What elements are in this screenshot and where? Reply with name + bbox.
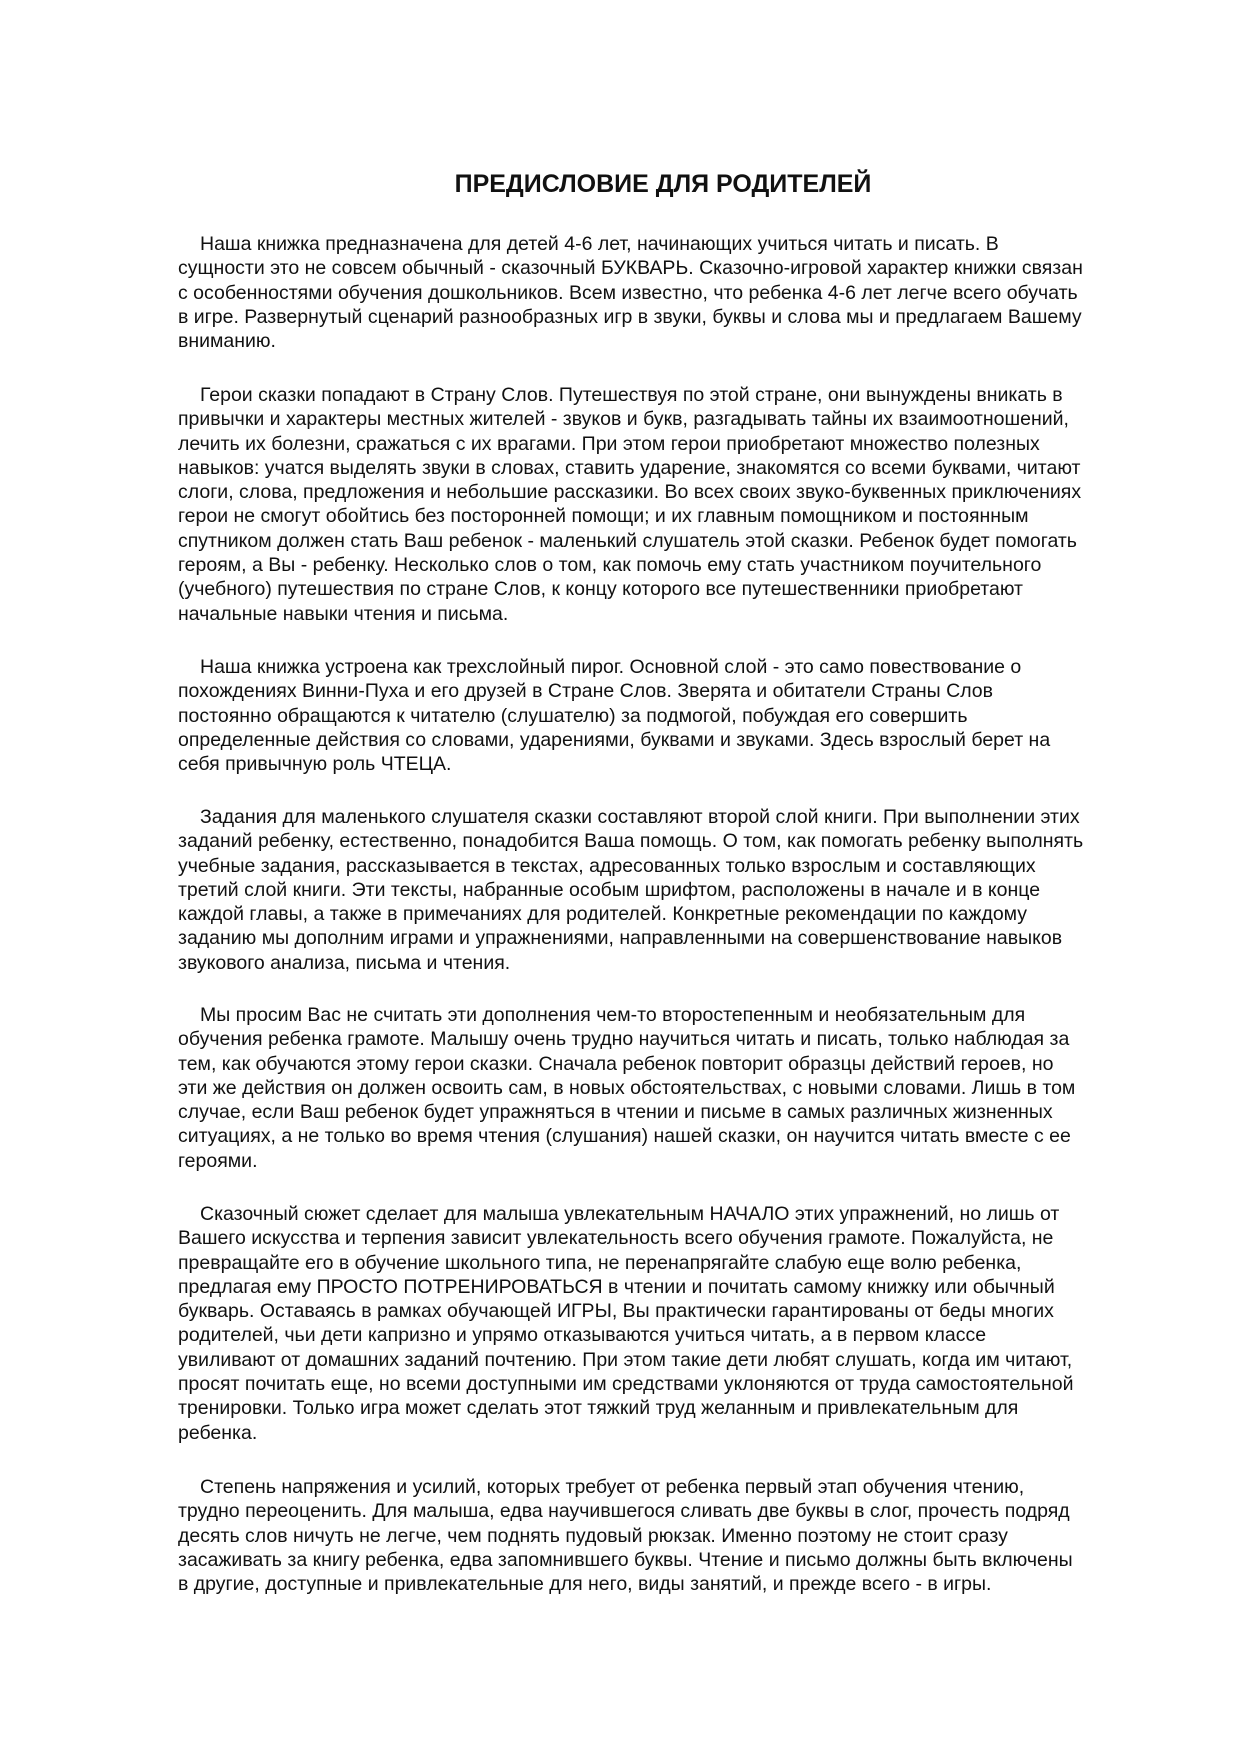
text-line: десять слов ничуть не легче, чем поднять пудовый рюкзак. Именно поэтому не стоит сразу [178, 1524, 1008, 1547]
text-line: Сказочный сюжет сделает для малыша увлекательным НАЧАЛО этих упражнений, но лишь от [200, 1203, 1060, 1225]
paragraph-2 [178, 383, 1178, 626]
text-line: заданий ребенку, естественно, понадобится Ваша помощь. О том, как помогать ребенку выполнять [178, 830, 1084, 853]
text-line: с особенностями обучения дошкольников. Всем известно, что ребенка 4-6 лет легче всего обучать [178, 281, 1078, 304]
text-line: привычки и характеры местных жителей - звуков и букв, разгадывать тайны их взаимоотношений, [178, 408, 1069, 431]
paragraph-4 [178, 805, 1178, 975]
page-title: ПРЕДИСЛОВИЕ ДЛЯ РОДИТЕЛЕЙ [454, 170, 872, 198]
text-line: слоги, слова, предложения и небольшие рассказики. Во всех своих звуко-буквенных приключениях [178, 481, 1082, 504]
text-line: начальные навыки чтения и письма. [178, 602, 509, 625]
paragraph-5 [178, 1003, 1178, 1173]
text-line: в другие, доступные и привлекательные для него, виды занятий, и прежде всего - в игры. [178, 1573, 992, 1596]
text-line: третий слой книги. Эти тексты, набранные особым шрифтом, расположены в начале и в конце [178, 878, 1041, 901]
text-line: похождениях Винни-Пуха и его друзей в Стране Слов. Зверята и обитатели Страны Слов [178, 680, 994, 703]
text-line: эти же действия он должен освоить сам, в новых обстоятельствах, с новыми словами. Лишь в том [178, 1076, 1076, 1099]
text-line: заданию мы дополним играми и упражнениями, направленными на совершенствование навыков [178, 927, 1063, 950]
text-line: ситуациях, а не только во время чтения (слушания) нашей сказки, он научится читать вместе с ее [178, 1125, 1071, 1148]
paragraph-3 [178, 655, 1178, 776]
text-line: лечить их болезни, сражаться с их врагами. При этом герои приобретают множество полезных [178, 432, 1040, 455]
text-line: навыков: учатся выделять звуки в словах, ставить ударение, знакомятся со всеми буквами, читают [178, 456, 1081, 479]
text-line: Мы просим Вас не считать эти дополнения чем-то второстепенным и необязательным для [200, 1004, 1026, 1026]
text-line: каждой главы, а также в примечаниях для родителей. Конкретные рекомендации по каждому [178, 903, 1028, 926]
text-line: звукового анализа, письма и чтения. [178, 951, 511, 974]
text-line: героям, а Вы - ребенку. Несколько слов о том, как помочь ему стать участником поучительного [178, 554, 1042, 577]
text-line: обучения ребенка грамоте. Малышу очень трудно научиться читать и писать, только наблюдая за [178, 1028, 1070, 1051]
text-line: вниманию. [178, 330, 276, 353]
text-line: родителей, чьи дети капризно и упрямо отказываются учиться читать, а в первом классе [178, 1324, 987, 1347]
text-line: увиливают от домашних заданий почтению. При этом такие дети любят слушать, когда им читают, [178, 1348, 1073, 1371]
text-line: превращайте его в обучение школьного типа, не перенапрягайте слабую еще волю ребенка, [178, 1251, 1022, 1274]
text-line: героями. [178, 1149, 258, 1172]
paragraph-1 [178, 232, 1178, 353]
text-line: случае, если Ваш ребенок будет упражняться в чтении и письме в самых различных жизненных [178, 1101, 1053, 1124]
text-line: тем, как обучаются этому герои сказки. Сначала ребенок повторит образцы действий героев, но [178, 1052, 1054, 1075]
text-line: определенные действия со словами, ударениями, буквами и звуками. Здесь взрослый берет на [178, 728, 1051, 751]
text-line: в игре. Развернутый сценарий разнообразных игр в звуки, буквы и слова мы и предлагаем Вашему [178, 305, 1082, 328]
text-line: засаживать за книгу ребенка, едва запомнившего буквы. Чтение и письмо должны быть включены [178, 1548, 1073, 1571]
text-line: спутником должен стать Ваш ребенок - маленький слушатель этой сказки. Ребенок будет помогать [178, 529, 1077, 552]
text-line: Вашего искусства и терпения зависит увлекательность всего обучения грамоте. Пожалуйста, не [178, 1227, 1054, 1250]
text-line: герои не смогут обойтись без посторонней помощи; и их главным помощником и постоянным [178, 505, 1029, 528]
text-line: учебные задания, рассказывается в текстах, адресованных только взрослым и составляющих [178, 854, 1036, 877]
text-line: (учебного) путешествия по стране Слов, к концу которого все путешественники приобретают [178, 578, 1023, 601]
text-line: постоянно обращаются к читателю (слушателю) за подмогой, побуждая его совершить [178, 704, 968, 727]
text-line: трудно переоценить. Для малыша, едва научившегося сливать две буквы в слог, прочесть подряд [178, 1500, 1070, 1523]
text-line: Степень напряжения и усилий, которых требует от ребенка первый этап обучения чтению, [200, 1476, 1025, 1498]
text-line: предлагая ему ПРОСТО ПОТРЕНИРОВАТЬСЯ в чтении и почитать самому книжку или обычный [178, 1275, 1055, 1298]
text-line: Наша книжка предназначена для детей 4-6 лет, начинающих учиться читать и писать. В [200, 233, 999, 255]
paragraph-6 [178, 1202, 1178, 1445]
text-line: просят почитать еще, но всеми доступными им средствами уклоняются от труда самостоятельной [178, 1373, 1074, 1396]
text-line: ребенка. [178, 1421, 258, 1444]
text-line: Наша книжка устроена как трехслойный пирог. Основной слой - это само повествование о [200, 656, 1022, 678]
text-line: Задания для маленького слушателя сказки составляют второй слой книги. При выполнении этих [200, 806, 1080, 828]
text-line: Герои сказки попадают в Страну Слов. Путешествуя по этой стране, они вынуждены вникать в [200, 384, 1063, 406]
paragraph-7 [178, 1475, 1178, 1596]
text-line: букварь. Оставаясь в рамках обучающей ИГРЫ, Вы практически гарантированы от беды многих [178, 1300, 1054, 1323]
text-line: себя привычную роль ЧТЕЦА. [178, 753, 452, 776]
text-line: тренировки. Только игра может сделать этот тяжкий труд желанным и привлекательным для [178, 1397, 1019, 1420]
text-line: сущности это не совсем обычный - сказочный БУКВАРЬ. Сказочно-игровой характер книжки связан [178, 257, 1083, 280]
